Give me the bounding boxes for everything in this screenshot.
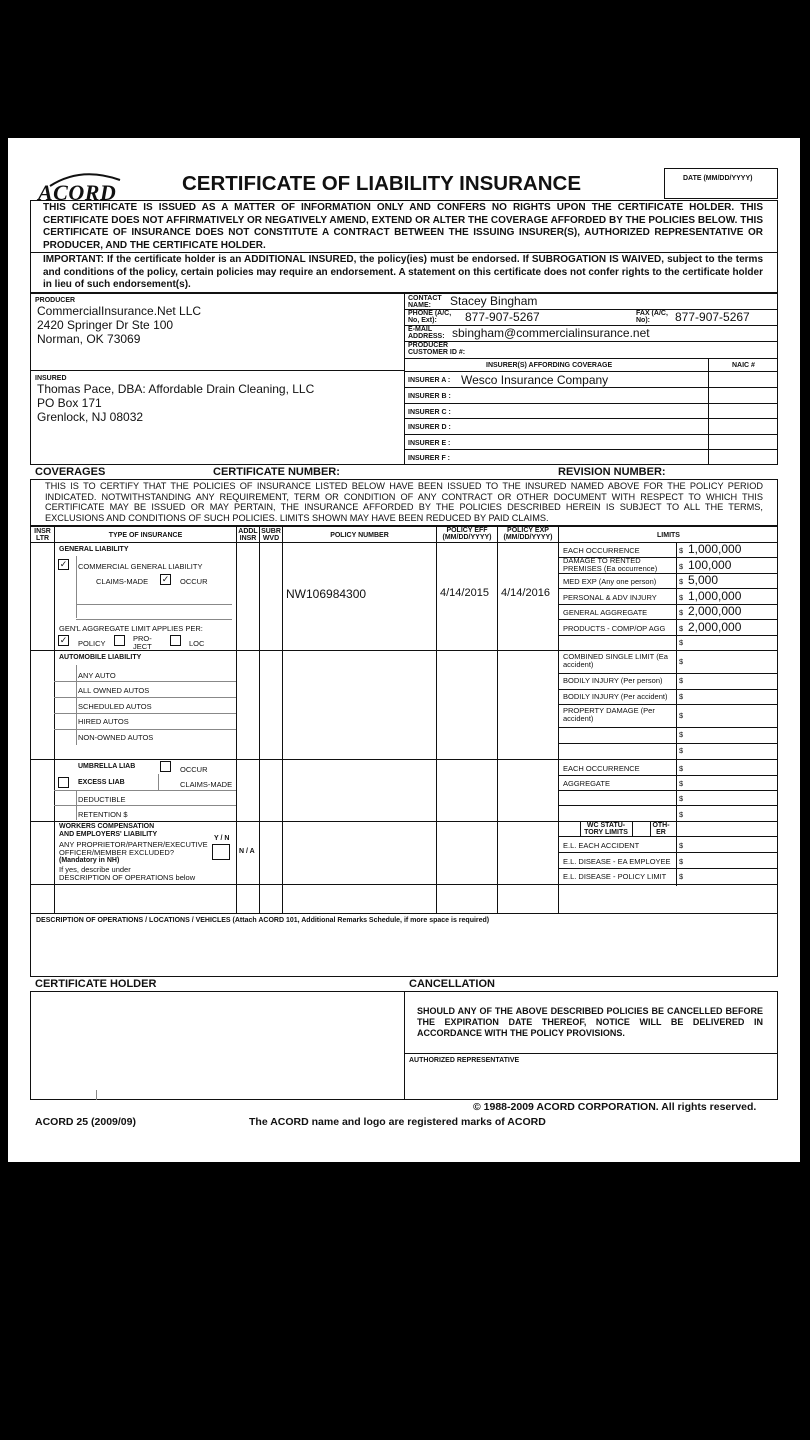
gl-limit-label-1: DAMAGE TO RENTED PREMISES (Ea occurrence) <box>563 556 658 573</box>
auto-currency-1: $ <box>679 676 684 685</box>
form-number: ACORD 25 (2009/09) <box>35 1116 136 1128</box>
auto-item-4: NON-OWNED AUTOS <box>78 733 154 742</box>
excess-checkbox[interactable] <box>58 777 69 788</box>
gl-limit-label-5: PRODUCTS - COMP/OP AGG <box>563 624 666 633</box>
currency-2: $ <box>679 577 684 586</box>
email-value: sbingham@commercialinsurance.net <box>452 326 650 340</box>
policy-checkbox[interactable]: ✓ <box>59 635 68 645</box>
umbrella-currency-0: $ <box>679 764 684 773</box>
fax-label: FAX (A/C, No): <box>636 310 668 324</box>
auto-item-1: ALL OWNED AUTOS <box>78 686 150 695</box>
type-header: TYPE OF INSURANCE <box>108 532 183 539</box>
coverages-label: COVERAGES <box>35 466 106 478</box>
umbrella-label: UMBRELLA LIAB <box>78 763 136 770</box>
currency-0: $ <box>679 546 684 555</box>
gl-policy-number: NW106984300 <box>286 587 367 601</box>
certificate-holder-label: CERTIFICATE HOLDER <box>35 978 157 990</box>
project-label: PRO- JECT <box>133 634 152 651</box>
auto-currency-0: $ <box>679 657 684 666</box>
gl-limit-label-3: PERSONAL & ADV INJURY <box>563 593 657 602</box>
workers-yn-box[interactable] <box>212 844 230 860</box>
cancellation-text: SHOULD ANY OF THE ABOVE DESCRIBED POLICIES BE CANCELLED BEFORE THE EXPIRATION DATE THEREOF, NOTICE WILL BE DELIVERED IN ACCORDANCE WITH THE POLICY PROVISIONS. <box>417 1006 763 1038</box>
claims-made-label: CLAIMS-MADE <box>96 577 149 586</box>
currency-5: $ <box>679 624 684 633</box>
insr-ltr-header: INSR LTR <box>34 528 51 542</box>
deductible-label: DEDUCTIBLE <box>78 795 126 804</box>
currency-3: $ <box>679 593 684 602</box>
email-label: E-MAIL ADDRESS: <box>408 326 445 340</box>
gl-limit-label-0: EACH OCCURRENCE <box>563 546 640 555</box>
gl-limit-value-4: 2,000,000 <box>688 604 742 618</box>
insured-city: Grenlock, NJ 08032 <box>37 410 144 424</box>
insurer-e-label: INSURER E : <box>408 440 451 447</box>
insured-name: Thomas Pace, DBA: Affordable Drain Cleaning, LLC <box>37 382 315 396</box>
gl-eff-date: 4/14/2015 <box>440 587 489 599</box>
auto-limit-3: PROPERTY DAMAGE (Per accident) <box>563 706 655 723</box>
project-checkbox[interactable] <box>114 635 125 646</box>
policy-number-header: POLICY NUMBER <box>330 532 389 539</box>
phone-value: 877-907-5267 <box>465 310 540 324</box>
umbrella-currency-3: $ <box>679 810 684 819</box>
umbrella-currency-1: $ <box>679 779 684 788</box>
auto-currency-4: $ <box>679 730 684 739</box>
wc-currency-1: $ <box>679 857 684 866</box>
phone-label: PHONE (A/C, No, Ext): <box>408 310 452 324</box>
insured-label: INSURED <box>35 375 67 382</box>
revision-number-label: REVISION NUMBER: <box>558 466 666 478</box>
auto-limit-2: BODILY INJURY (Per accident) <box>563 692 668 701</box>
certificate-number-label: CERTIFICATE NUMBER: <box>213 466 340 478</box>
subr-header: SUBR WVD <box>261 528 281 542</box>
wc-statutory-label: WC STATU- TORY LIMITS <box>584 822 628 836</box>
insurer-a-label: INSURER A : <box>408 377 451 384</box>
currency-6: $ <box>679 638 684 647</box>
gl-limit-value-1: 100,000 <box>688 558 732 572</box>
umbrella-claims-made-label: CLAIMS-MADE <box>180 780 233 789</box>
insurers-header: INSURER(S) AFFORDING COVERAGE <box>486 362 613 369</box>
eff-header: POLICY EFF (MM/DD/YYYY) <box>442 527 492 541</box>
umbrella-occur-label: OCCUR <box>180 765 208 774</box>
umbrella-limit-0: EACH OCCURRENCE <box>563 764 640 773</box>
authorized-rep-label: AUTHORIZED REPRESENTATIVE <box>409 1057 520 1064</box>
gl-limit-value-2: 5,000 <box>688 573 719 587</box>
occur-checkbox[interactable]: ✓ <box>161 574 170 584</box>
date-label: DATE (MM/DD/YYYY) <box>683 175 753 182</box>
wc-other-label: OTH- ER <box>652 822 670 836</box>
auto-limit-1: BODILY INJURY (Per person) <box>563 676 663 685</box>
coverages-text: THIS IS TO CERTIFY THAT THE POLICIES OF INSURANCE LISTED BELOW HAVE BEEN ISSUED TO THE INSURED NAMED ABOVE FOR THE POLICY PERIOD INDICATED. NOTWITHSTANDING ANY REQUIREMENT, TERM OR CONDITION OF ANY CONTRACT OR OTHER DOCUMENT WITH RESPECT TO WHICH THIS CERTIFICATE MAY BE ISSUED OR MAY PERTAIN, THE INSURANCE AFFORDED BY THE POLICIES DESCRIBED HEREIN IS SUBJECT TO ALL THE TERMS, EXCLUSIONS AND CONDITIONS OF SUCH POLICIES. LIMITS SHOWN MAY HAVE BEEN REDUCED BY PAID CLAIMS. <box>45 481 763 523</box>
important-text: IMPORTANT: If the certificate holder is an ADDITIONAL INSURED, the policy(ies) must be endorsed. If SUBROGATION IS WAIVED, subject to the terms and conditions of the policy, certain policies may require an endorsement. A statement on this certificate does not confer rights to the certificate holder in lieu of such endorsement(s). <box>43 254 763 290</box>
insurer-f-label: INSURER F : <box>408 455 450 462</box>
workers-q4: If yes, describe under <box>59 865 131 874</box>
exp-header: POLICY EXP (MM/DD/YYYY) <box>503 527 553 541</box>
workers-q5: DESCRIPTION OF OPERATIONS below <box>59 873 196 882</box>
workers-na: N / A <box>239 848 255 855</box>
commercial-gl-checkbox[interactable]: ✓ <box>59 559 68 569</box>
commercial-gl-label: COMMERCIAL GENERAL LIABILITY <box>78 562 203 571</box>
auto-currency-3: $ <box>679 711 684 720</box>
cancellation-label: CANCELLATION <box>409 978 495 990</box>
gl-limit-label-2: MED EXP (Any one person) <box>563 577 657 586</box>
auto-limit-0: COMBINED SINGLE LIMIT (Ea accident) <box>563 652 668 669</box>
workers-q1: ANY PROPRIETOR/PARTNER/EXECUTIVE <box>59 840 208 849</box>
wc-limit-1: E.L. DISEASE - EA EMPLOYEE <box>563 857 671 866</box>
customer-id-label: PRODUCER CUSTOMER ID #: <box>408 342 466 356</box>
page-title: CERTIFICATE OF LIABILITY INSURANCE <box>182 172 581 195</box>
occur-label: OCCUR <box>180 577 208 586</box>
auto-item-2: SCHEDULED AUTOS <box>78 702 152 711</box>
policy-label: POLICY <box>78 639 106 648</box>
addl-header: ADDL INSR <box>238 528 258 542</box>
auto-title: AUTOMOBILE LIABILITY <box>59 654 142 661</box>
contact-name: Stacey Bingham <box>450 294 538 308</box>
agg-applies-label: GEN'L AGGREGATE LIMIT APPLIES PER: <box>59 624 203 633</box>
excess-label: EXCESS LIAB <box>78 779 125 786</box>
producer-label: PRODUCER <box>35 297 76 304</box>
producer-city: Norman, OK 73069 <box>37 332 141 346</box>
auto-item-3: HIRED AUTOS <box>78 717 129 726</box>
registered-marks: The ACORD name and logo are registered marks of ACORD <box>249 1116 546 1128</box>
gl-limit-value-5: 2,000,000 <box>688 620 742 634</box>
gl-limit-label-4: GENERAL AGGREGATE <box>563 608 648 617</box>
currency-4: $ <box>679 608 684 617</box>
description-label: DESCRIPTION OF OPERATIONS / LOCATIONS / VEHICLES (Attach ACORD 101, Additional Remarks Schedule, if more space is required) <box>36 917 490 924</box>
general-liability-title: GENERAL LIABILITY <box>59 546 129 553</box>
auto-currency-5: $ <box>679 746 684 755</box>
workers-q3: (Mandatory in NH) <box>59 857 120 864</box>
auto-currency-2: $ <box>679 692 684 701</box>
gl-limit-value-3: 1,000,000 <box>688 589 742 603</box>
workers-title-1: WORKERS COMPENSATION <box>59 823 155 830</box>
contact-label: CONTACT NAME: <box>408 295 442 309</box>
insurer-a-name: Wesco Insurance Company <box>461 373 609 387</box>
insurer-b-label: INSURER B : <box>408 393 451 400</box>
workers-title-2: AND EMPLOYERS' LIABILITY <box>59 831 158 838</box>
loc-checkbox[interactable] <box>170 635 181 646</box>
umbrella-occur-checkbox[interactable] <box>160 761 171 772</box>
retention-label: RETENTION $ <box>78 810 128 819</box>
acord-logo-text: ACORD <box>38 180 117 205</box>
fax-value: 877-907-5267 <box>675 310 750 324</box>
naic-label: NAIC # <box>732 362 755 369</box>
wc-limit-2: E.L. DISEASE - POLICY LIMIT <box>563 872 667 881</box>
insurer-c-label: INSURER C : <box>408 409 451 416</box>
producer-street: 2420 Springer Dr Ste 100 <box>37 318 174 332</box>
limits-header: LIMITS <box>657 532 680 539</box>
insured-address: PO Box 171 <box>37 396 102 410</box>
gl-exp-date: 4/14/2016 <box>501 587 550 599</box>
wc-currency-2: $ <box>679 872 684 881</box>
notice-text: THIS CERTIFICATE IS ISSUED AS A MATTER OF INFORMATION ONLY AND CONFERS NO RIGHTS UPON THE CERTIFICATE HOLDER. THIS CERTIFICATE DOES NOT AFFIRMATIVELY OR NEGATIVELY AMEND, EXTEND OR ALTER THE COVERAGE AFFORDED BY THE POLICIES BELOW. THIS CERTIFICATE OF INSURANCE DOES NOT CONSTITUTE A CONTRACT BETWEEN THE ISSUING INSURER(S), AUTHORIZED REPRESENTATIVE OR PRODUCER, AND THE CERTIFICATE HOLDER. <box>43 202 763 251</box>
auto-item-0: ANY AUTO <box>78 671 116 680</box>
umbrella-currency-2: $ <box>679 794 684 803</box>
copyright: © 1988-2009 ACORD CORPORATION. All rights reserved. <box>473 1101 757 1113</box>
insurer-d-label: INSURER D : <box>408 424 451 431</box>
date-box <box>664 168 778 199</box>
currency-1: $ <box>679 562 684 571</box>
certificate-page <box>8 138 800 1162</box>
producer-name: CommercialInsurance.Net LLC <box>37 304 202 318</box>
workers-yn: Y / N <box>214 835 230 842</box>
wc-limit-0: E.L. EACH ACCIDENT <box>563 841 640 850</box>
umbrella-limit-1: AGGREGATE <box>563 779 610 788</box>
workers-q2: OFFICER/MEMBER EXCLUDED? <box>59 848 175 857</box>
gl-limit-value-0: 1,000,000 <box>688 542 742 556</box>
loc-label: LOC <box>189 639 205 648</box>
wc-currency-0: $ <box>679 841 684 850</box>
